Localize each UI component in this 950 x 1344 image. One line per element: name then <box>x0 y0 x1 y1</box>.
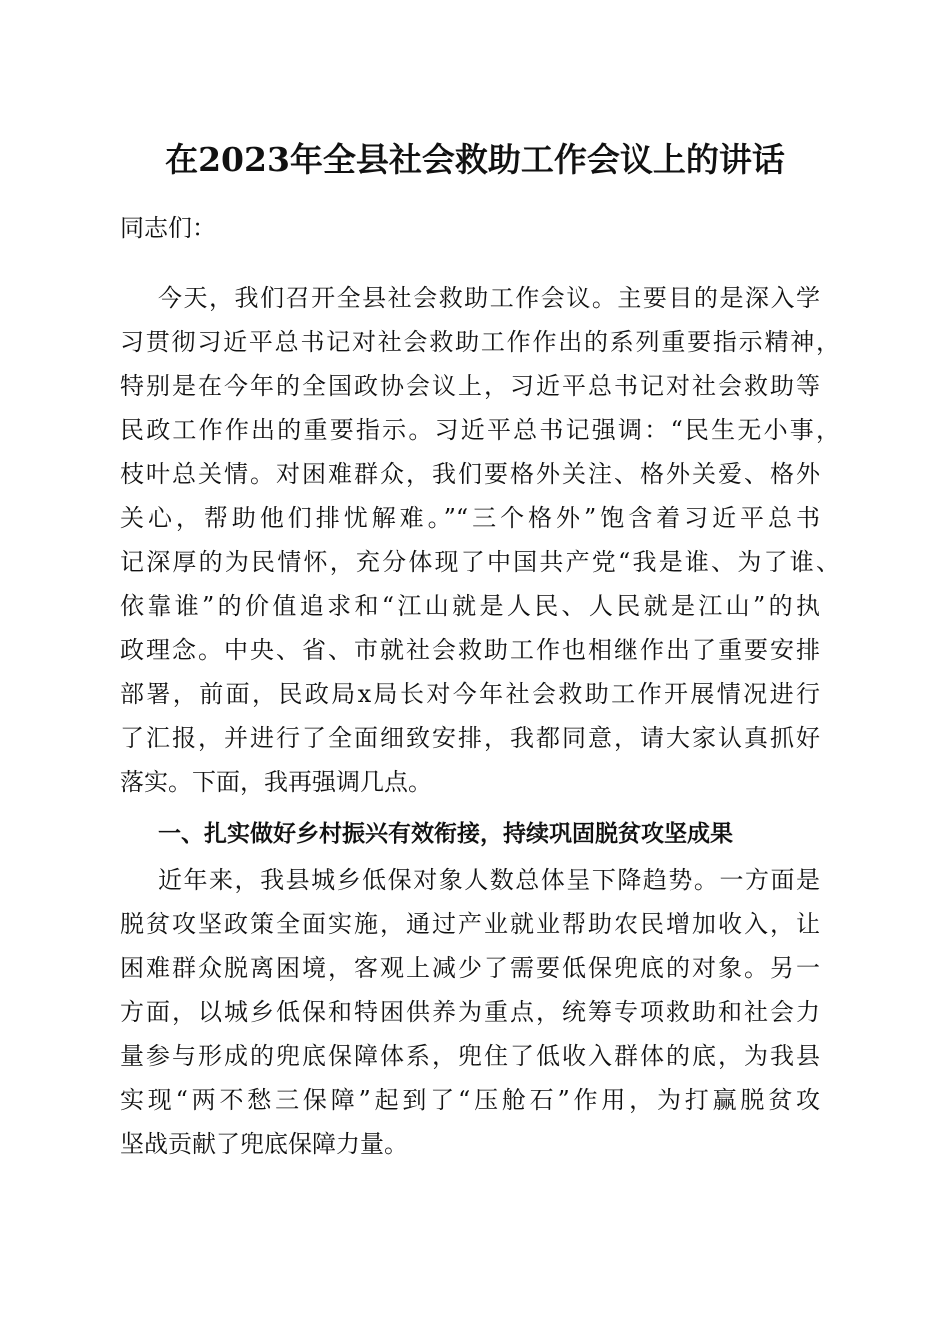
paragraph-line: 困难群众脱离困境，客观上减少了需要低保兜底的对象。另一 <box>120 954 820 982</box>
section-heading: 一、扎实做好乡村振兴有效衔接，持续巩固脱贫攻坚成果 <box>158 821 733 847</box>
paragraph-line: 枝叶总关情。对困难群众，我们要格外关注、格外关爱、格外 <box>120 460 820 488</box>
paragraph-line: 实现“两不愁三保障”起到了“压舱石”作用，为打赢脱贫攻 <box>120 1086 820 1114</box>
paragraph-line: 量参与形成的兜底保障体系，兜住了低收入群体的底，为我县 <box>120 1042 820 1070</box>
paragraph-line: 依靠谁”的价值追求和“江山就是人民、人民就是江山”的执 <box>120 592 820 620</box>
paragraph-line: 习贯彻习近平总书记对社会救助工作作出的系列重要指示精神， <box>120 328 840 356</box>
document-title: 在2023年全县社会救助工作会议上的讲话 <box>165 140 785 179</box>
paragraph-line: 了汇报，并进行了全面细致安排，我都同意，请大家认真抓好 <box>120 724 820 752</box>
salutation: 同志们： <box>120 214 216 242</box>
paragraph-line: 民政工作作出的重要指示。习近平总书记强调：“民生无小事， <box>120 416 840 444</box>
paragraph-line: 脱贫攻坚政策全面实施，通过产业就业帮助农民增加收入，让 <box>120 910 820 938</box>
paragraph-line: 近年来，我县城乡低保对象人数总体呈下降趋势。一方面是 <box>158 866 820 894</box>
paragraph-line: 部署，前面，民政局x局长对今年社会救助工作开展情况进行 <box>120 680 820 708</box>
paragraph-line: 关心，帮助他们排忧解难。”“三个格外”饱含着习近平总书 <box>120 504 820 532</box>
paragraph-line: 落实。下面，我再强调几点。 <box>120 768 432 796</box>
paragraph-line: 坚战贡献了兜底保障力量。 <box>120 1130 408 1158</box>
paragraph-line: 特别是在今年的全国政协会议上，习近平总书记对社会救助等 <box>120 372 820 400</box>
paragraph-line: 今天，我们召开全县社会救助工作会议。主要目的是深入学 <box>158 284 820 312</box>
paragraph-line: 政理念。中央、省、市就社会救助工作也相继作出了重要安排 <box>120 636 820 664</box>
paragraph-line: 方面，以城乡低保和特困供养为重点，统筹专项救助和社会力 <box>120 998 820 1026</box>
paragraph-line: 记深厚的为民情怀，充分体现了中国共产党“我是谁、为了谁、 <box>120 548 840 576</box>
